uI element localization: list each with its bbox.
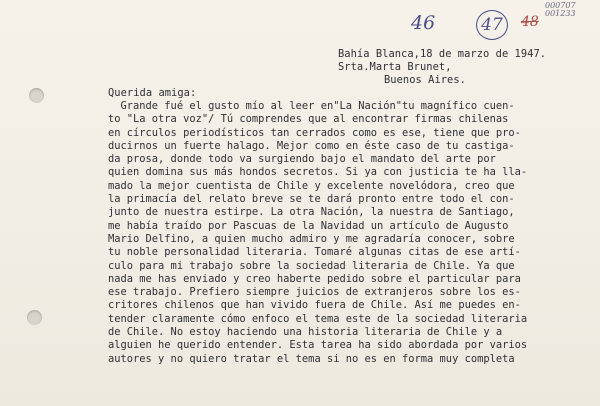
salutation: Querida amiga: [108, 87, 197, 99]
body-line: Mario Delfino, a quien mucho admiro y me agradaría conocer, sobre [108, 232, 515, 245]
punch-hole-top [29, 88, 44, 103]
body-line: Grande fué el gusto mío al leer en"La Nación"tu magnífico cuen- [108, 100, 515, 112]
body-line: ese trabajo. Prefiero siempre juicios de extranjeros sobre los es- [108, 286, 521, 299]
body-line: critores chilenos que han vivido fuera de Chile. Así me puedes en- [108, 299, 521, 312]
body-line: de Chile. No estoy haciendo una historia literaria de Chile y a [108, 326, 503, 339]
punch-hole-bottom [27, 310, 42, 325]
body-line: to "La otra voz"/ Tú comprendes que al encontrar firmas chilenas [108, 113, 509, 126]
body-line: tu noble personalidad literaria. Tomaré algunas citas de ese artí- [108, 246, 521, 259]
body-line: quien domina sus más hondos secretos. Si ya con justicia te ha lla- [108, 166, 528, 179]
body-line: tender claramente cómo enfoco el tema este de la sociedad literaria [108, 312, 528, 325]
body-line: en círculos periodísticos tan cerrados como es ese, tiene que pro- [108, 126, 521, 139]
archive-reference-number: 000707 001233 [545, 1, 576, 18]
place-date-line: Bahía Blanca,18 de marzo de 1947. [338, 48, 547, 60]
recipient-city: Buenos Aires. [384, 74, 466, 86]
body-line: me había traído por Pascuas de la Navidad un artículo de Augusto [108, 219, 509, 232]
body-line: junto de nuestra estirpe. La otra Nación, la nuestra de Santiago, [108, 206, 515, 219]
body-line: autores y no quiero tratar el tema si no es en forma muy completa [108, 352, 515, 365]
recipient-name: Srta.Marta Brunet, [338, 61, 452, 73]
handwritten-page-number-circled: 47 [476, 10, 508, 40]
body-line: da prosa, donde todo va surgiendo bajo el mandato del arte por [108, 153, 496, 166]
body-line: culo para mi trabajo sobre la sociedad literaria de Chile. Ya que [108, 259, 515, 272]
handwritten-page-number-crossed: 48 [521, 14, 539, 30]
body-line: mado la mejor cuentista de Chile y excelente novelódora, creo que [108, 179, 515, 192]
body-line: alguien he querido entender. Esta tarea ha sido abordada por varios [108, 339, 528, 352]
handwritten-page-number-a: 46 [411, 12, 436, 34]
body-line: nada me has enviado y creo haberte pedido sobre el particular para [108, 272, 521, 285]
letter-body [108, 100, 588, 366]
body-line: la primacía del relato breve se te dará pronto entre todo el con- [108, 193, 515, 206]
body-line: ducirnos un fuerte halago. Mejor como en éste caso de tu castiga- [108, 139, 515, 152]
